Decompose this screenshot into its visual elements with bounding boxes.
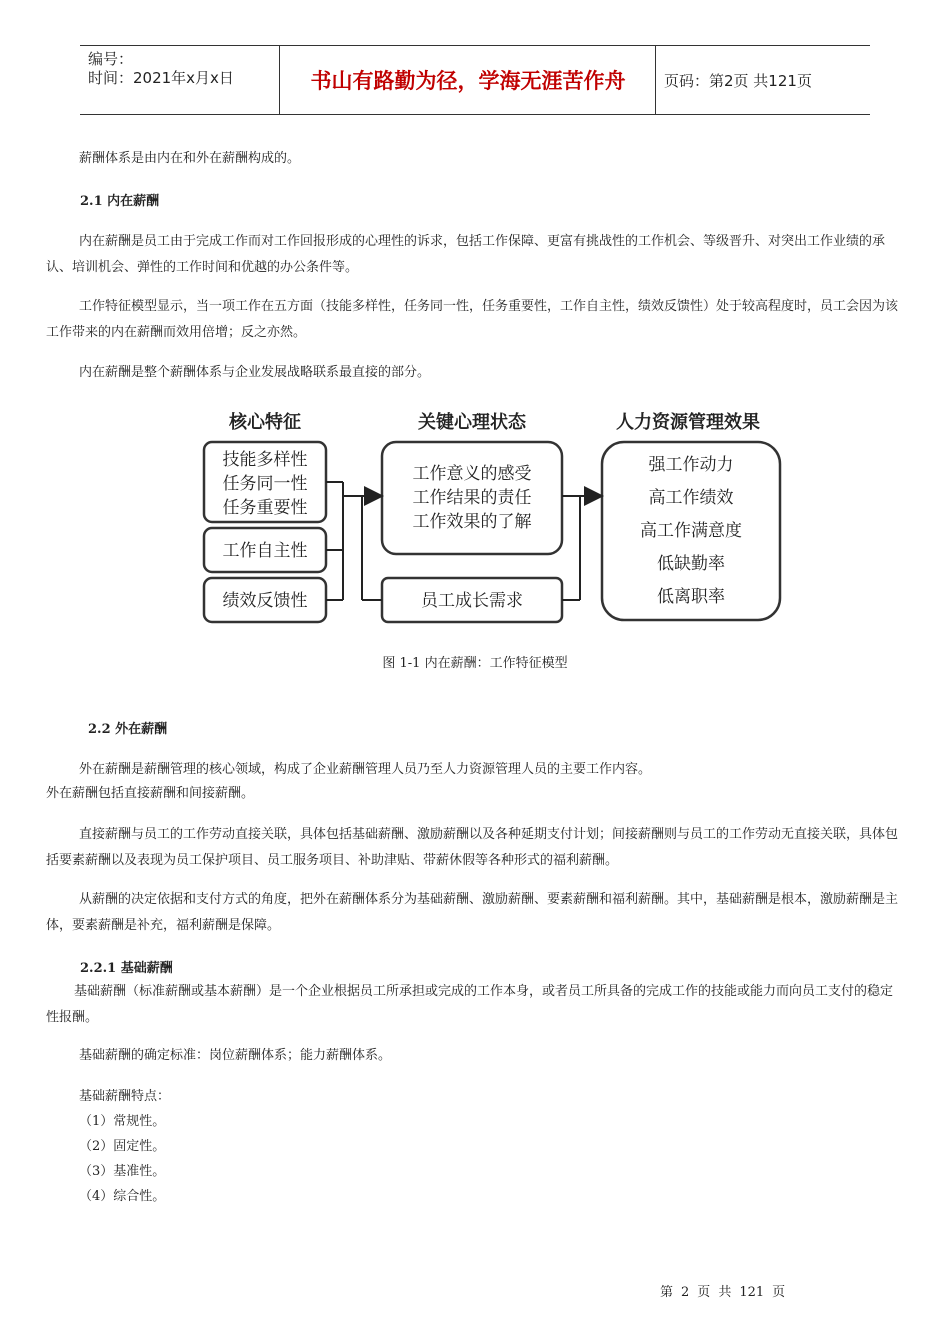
list-item: （3）基准性。 [79, 1164, 166, 1179]
diagram-autonomy: 工作自主性 [222, 541, 308, 561]
footer-text: 页 [772, 1285, 786, 1300]
figure-caption: 图 1-1 内在薪酬：工作特征模型 [382, 656, 568, 671]
time-label: 时间：2021年x月x日 [88, 69, 234, 87]
paragraph-base-pay-features: 基础薪酬特点： [79, 1089, 171, 1104]
diagram-outcome-absenteeism: 低缺勤率 [657, 554, 725, 574]
diagram-responsibility: 工作结果的责任 [412, 488, 532, 508]
page-header [80, 45, 870, 115]
paragraph-extrinsic-types: 外在薪酬包括直接薪酬和间接薪酬。 [46, 786, 255, 801]
diagram-title-core: 核心特征 [229, 412, 301, 433]
diagram-feedback: 绩效反馈性 [222, 591, 308, 611]
paragraph-base-pay-standard: 基础薪酬的确定标准：岗位薪酬体系；能力薪酬体系。 [79, 1048, 392, 1063]
motto: 书山有路勤为径，学海无涯苦作舟 [281, 46, 656, 114]
diagram-title-hr: 人力资源管理效果 [616, 412, 760, 433]
list-item: （1）常规性。 [79, 1114, 166, 1129]
diagram-title-psych: 关键心理状态 [418, 412, 526, 433]
diagram-outcome-performance: 高工作绩效 [648, 488, 734, 508]
job-characteristics-diagram [195, 402, 795, 628]
footer-text: 第 [660, 1285, 674, 1300]
footer-text: 页 [697, 1285, 711, 1300]
diagram-meaningfulness: 工作意义的感受 [412, 464, 532, 484]
header-left-cell [80, 46, 280, 114]
footer-text: 共 [718, 1285, 732, 1300]
footer-page-number: 2 [681, 1285, 690, 1300]
paragraph-intrinsic-def: 内在薪酬是员工由于完成工作而对工作回报形成的心理性的诉求，包括工作保障、更富有挑战性的工作机会、等级晋升、对突出工作业绩的承认、培训机会、弹性的工作时间和优越的办公条件等。 [46, 234, 886, 275]
list-item: （4）综合性。 [79, 1189, 166, 1204]
page-footer [660, 1281, 793, 1300]
paragraph-strategy: 内在薪酬是整个薪酬体系与企业发展战略联系最直接的部分。 [79, 365, 431, 380]
paragraph-classification: 从薪酬的决定依据和支付方式的角度，把外在薪酬体系分为基础薪酬、激励薪酬、要素薪酬和福利薪酬。其中，基础薪酬是根本，激励薪酬是主体，要素薪酬是补充，福利薪酬是保障。 [46, 892, 899, 933]
number-label: 编号： [88, 50, 134, 68]
paragraph-direct-indirect: 直接薪酬与员工的工作劳动直接关联，具体包括基础薪酬、激励薪酬以及各种延期支付计划；间接薪酬则与员工的工作劳动无直接关联，具体包括要素薪酬以及表现为员工保护项目、员工服务项目、补助津贴、带薪休假等各种形式的福利薪酬。 [46, 827, 899, 868]
diagram-outcome-satisfaction: 高工作满意度 [640, 521, 742, 541]
paragraph-job-model: 工作特征模型显示，当一项工作在五方面（技能多样性，任务同一性，任务重要性，工作自主性，绩效反馈性）处于较高程度时，员工会因为该工作带来的内在薪酬而效用倍增；反之亦然。 [46, 299, 899, 340]
footer-total-pages: 121 [739, 1285, 765, 1300]
diagram-outcome-motivation: 强工作动力 [648, 455, 734, 475]
paragraph-base-pay-def: 基础薪酬（标准薪酬或基本薪酬）是一个企业根据员工所承担或完成的工作本身，或者员工所具备的完成工作的技能或能力而向员工支付的稳定性报酬。 [46, 984, 894, 1025]
diagram-knowledge-results: 工作效果的了解 [412, 512, 532, 532]
paragraph-intro: 薪酬体系是由内在和外在薪酬构成的。 [79, 151, 301, 166]
heading-2-2: 2.2 外在薪酬 [88, 722, 168, 737]
diagram-skill-variety: 技能多样性 [222, 450, 308, 470]
heading-2-2-1: 2.2.1 基础薪酬 [80, 961, 173, 976]
diagram-task-significance: 任务重要性 [222, 498, 308, 518]
paragraph-extrinsic-def: 外在薪酬是薪酬管理的核心领域，构成了企业薪酬管理人员乃至人力资源管理人员的主要工作内容。 [79, 762, 652, 777]
page-info: 页码：第2页 共121页 [664, 71, 812, 90]
diagram-outcome-turnover: 低离职率 [657, 587, 725, 607]
heading-2-1: 2.1 内在薪酬 [80, 194, 160, 209]
diagram-task-identity: 任务同一性 [222, 474, 308, 494]
diagram-growth-need: 员工成长需求 [421, 591, 523, 611]
list-item: （2）固定性。 [79, 1139, 166, 1154]
